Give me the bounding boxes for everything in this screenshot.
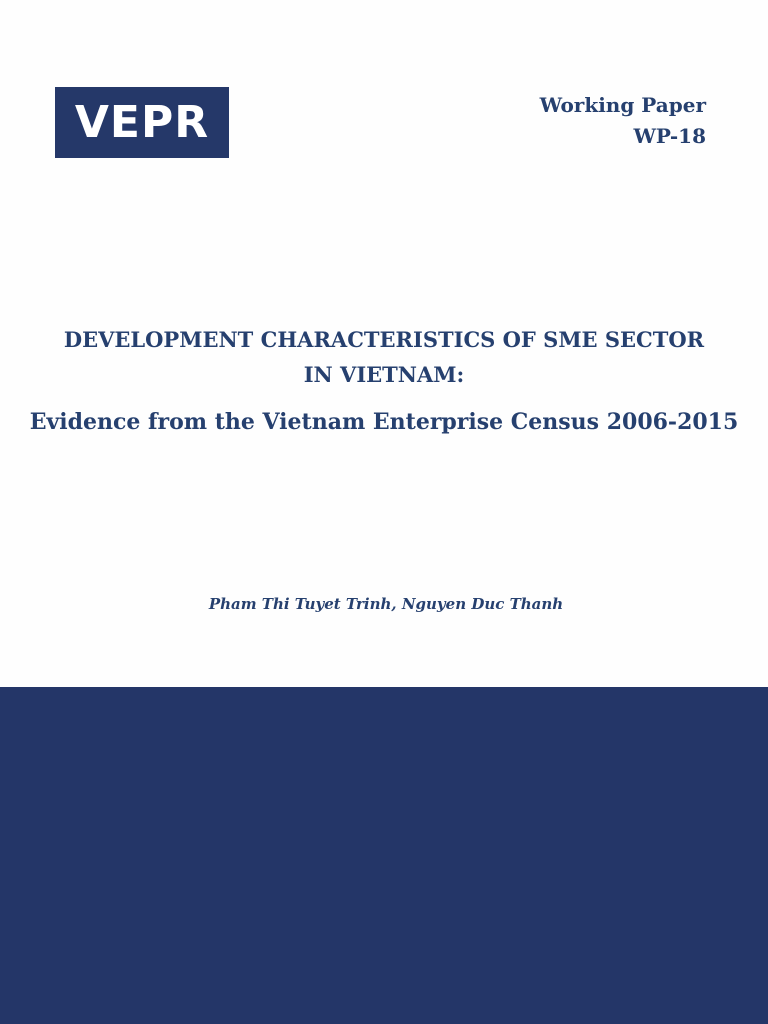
title-line-1: DEVELOPMENT CHARACTERISTICS OF SME SECTOR <box>63 327 705 352</box>
working-paper-label: Working Paper <box>539 93 706 117</box>
document-subtitle: Evidence from the Vietnam Enterprise Census 2006-2015 <box>29 409 739 435</box>
working-paper-number: WP-18 <box>633 124 706 148</box>
document-title-block <box>0 322 768 437</box>
working-paper-label-block <box>540 90 706 152</box>
logo-text: VEPR <box>74 96 210 148</box>
authors-line: Pham Thi Tuyet Trinh, Nguyen Duc Thanh <box>208 595 564 613</box>
title-line-2: IN VIETNAM: <box>303 362 465 387</box>
vepr-logo <box>55 87 229 158</box>
cover-bottom-band <box>0 687 768 1024</box>
